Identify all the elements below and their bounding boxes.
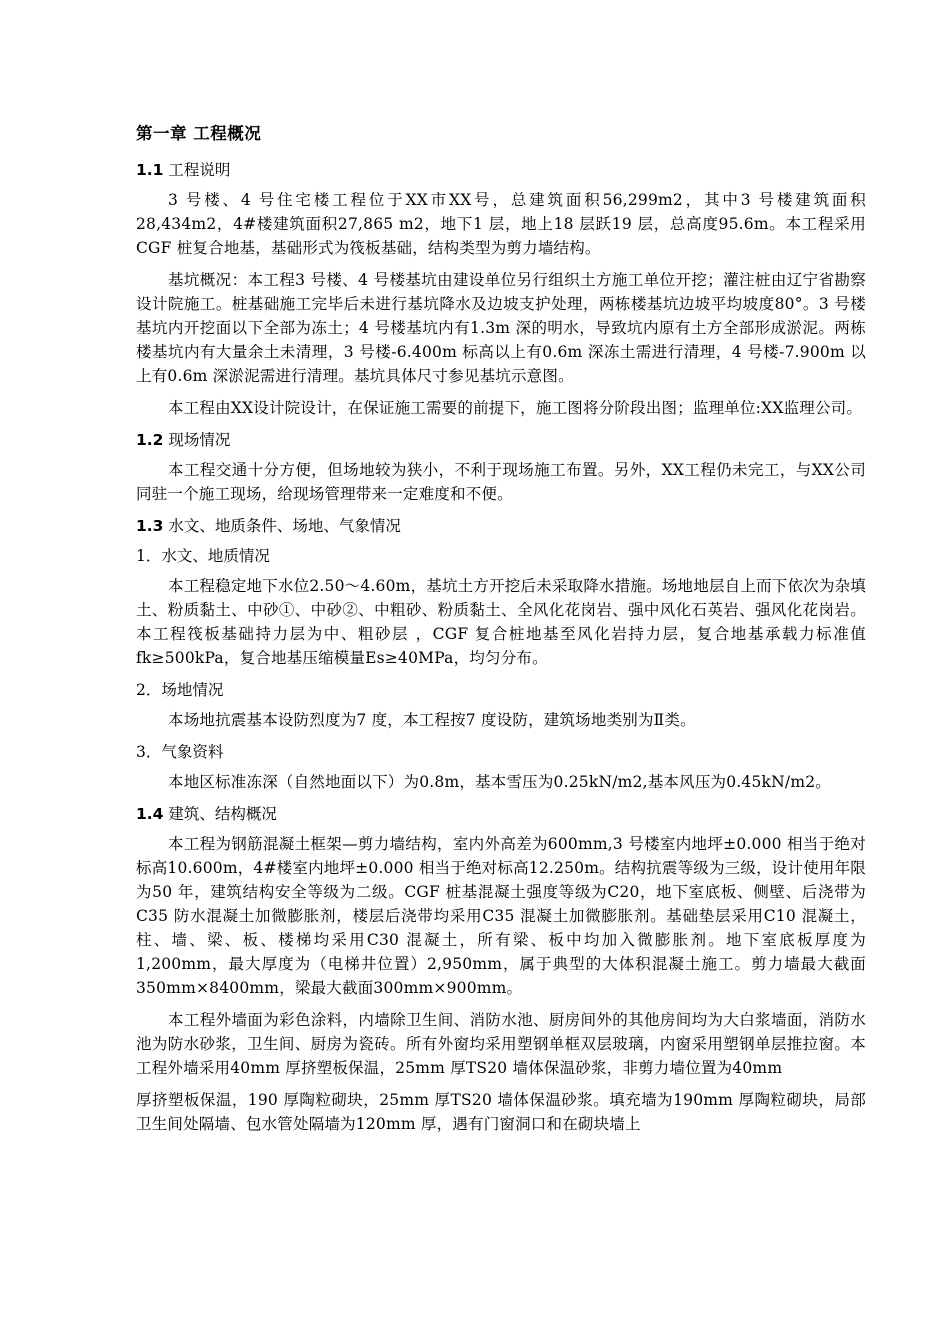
- section-number: 1.1: [136, 161, 164, 179]
- paragraph: 本工程外墙面为彩色涂料，内墙除卫生间、消防水池、厨房间外的其他房间均为大白浆墙面，消防水池为防水砂浆，卫生间、厨房为瓷砖。所有外窗均采用塑钢单框双层玻璃，内窗采用塑钢单层推拉窗。本工程外墙采用40mm 厚挤塑板保温，25mm 厚TS20 墙体保温砂浆，非剪力墙位置为40mm: [136, 1011, 866, 1077]
- section-number: 1.2: [136, 431, 164, 449]
- section-number: 1.4: [136, 805, 164, 823]
- section-title: 建筑、结构概况: [168, 805, 277, 823]
- subsection-heading: 3．气象资料: [136, 743, 224, 761]
- paragraph: 本工程为钢筋混凝土框架—剪力墙结构，室内外高差为600mm,3 号楼室内地坪±0.000 相当于绝对标高10.600m，4#楼室内地坪±0.000 相当于绝对标高12.250m。结构抗震等级为三级，设计使用年限为50 年，建筑结构安全等级为二级。CGF 桩基混凝土强度等级为C20，地下室底板、侧壁、后浇带为C35 防水混凝土加微膨胀剂，楼层后浇带均采用C35 混凝土加微膨胀剂。基础垫层采用C10 混凝土，柱、墙、梁、板、楼梯均采用C30 混凝土，所有梁、板中均加入微膨胀剂。地下室底板厚度为1,200mm，最大厚度为（电梯井位置）2,950mm，属于典型的大体积混凝土施工。剪力墙最大截面350mm×8400mm，梁最大截面300mm×900mm。: [136, 835, 867, 997]
- section-heading-1-3: [136, 514, 866, 538]
- section-heading-1-4: [136, 802, 866, 826]
- paragraph: 本工程交通十分方便，但场地较为狭小，不利于现场施工布置。另外，XX工程仍未完工，与XX公司同驻一个施工现场，给现场管理带来一定难度和不便。: [136, 461, 866, 503]
- section-title: 工程说明: [168, 161, 231, 179]
- section-title: 水文、地质条件、场地、气象情况: [168, 517, 401, 535]
- section-title: 现场情况: [168, 431, 231, 449]
- paragraph: 本工程由XX设计院设计，在保证施工需要的前提下，施工图将分阶段出图；监理单位:XX监理公司。: [168, 399, 863, 417]
- subsection-heading: 2．场地情况: [136, 681, 224, 699]
- section-number: 1.3: [136, 517, 164, 535]
- paragraph: 本地区标准冻深（自然地面以下）为0.8m，基本雪压为0.25kN/m2,基本风压为0.45kN/m2。: [168, 773, 831, 791]
- chapter-title: 第一章 工程概况: [136, 124, 262, 143]
- paragraph-continuation: 厚挤塑板保温，190 厚陶粒砌块，25mm 厚TS20 墙体保温砂浆。填充墙为190mm 厚陶粒砌块，局部卫生间处隔墙、包水管处隔墙为120mm 厚，遇有门窗洞口和在砌块墙上: [136, 1091, 866, 1133]
- paragraph: 本场地抗震基本设防烈度为7 度，本工程按7 度设防，建筑场地类别为Ⅱ类。: [168, 711, 696, 729]
- document-body: [136, 120, 866, 1144]
- subsection-heading: 1．水文、地质情况: [136, 547, 270, 565]
- paragraph: 本工程稳定地下水位2.50～4.60m，基坑土方开挖后未采取降水措施。场地地层自上而下依次为杂填土、粉质黏土、中砂①、中砂②、中粗砂、粉质黏土、全风化花岗岩、强中风化石英岩、强风化花岗岩。本工程筏板基础持力层为中、粗砂层 ，CGF 复合桩地基至风化岩持力层，复合地基承载力标准值fk≥500kPa，复合地基压缩模量Es≥40MPa，均匀分布。: [136, 577, 866, 667]
- section-heading-1-2: [136, 428, 866, 452]
- section-heading-1-1: [136, 158, 866, 182]
- paragraph: 3 号楼、4 号住宅楼工程位于XX市XX号，总建筑面积56,299m2，其中3 号楼建筑面积28,434m2，4#楼建筑面积27,865 m2，地下1 层，地上18 层跃19 层，总高度95.6m。本工程采用CGF 桩复合地基，基础形式为筏板基础，结构类型为剪力墙结构。: [136, 191, 866, 257]
- paragraph: 基坑概况：本工程3 号楼、4 号楼基坑由建设单位另行组织土方施工单位开挖；灌注桩由辽宁省勘察设计院施工。桩基础施工完毕后未进行基坑降水及边坡支护处理，两栋楼基坑边坡平均坡度80°。3 号楼基坑内开挖面以下全部为冻土；4 号楼基坑内有1.3m 深的明水，导致坑内原有土方全部形成淤泥。两栋楼基坑内有大量余土未清理，3 号楼-6.400m 标高以上有0.6m 深冻土需进行清理，4 号楼-7.900m 以上有0.6m 深淤泥需进行清理。基坑具体尺寸参见基坑示意图。: [136, 271, 866, 385]
